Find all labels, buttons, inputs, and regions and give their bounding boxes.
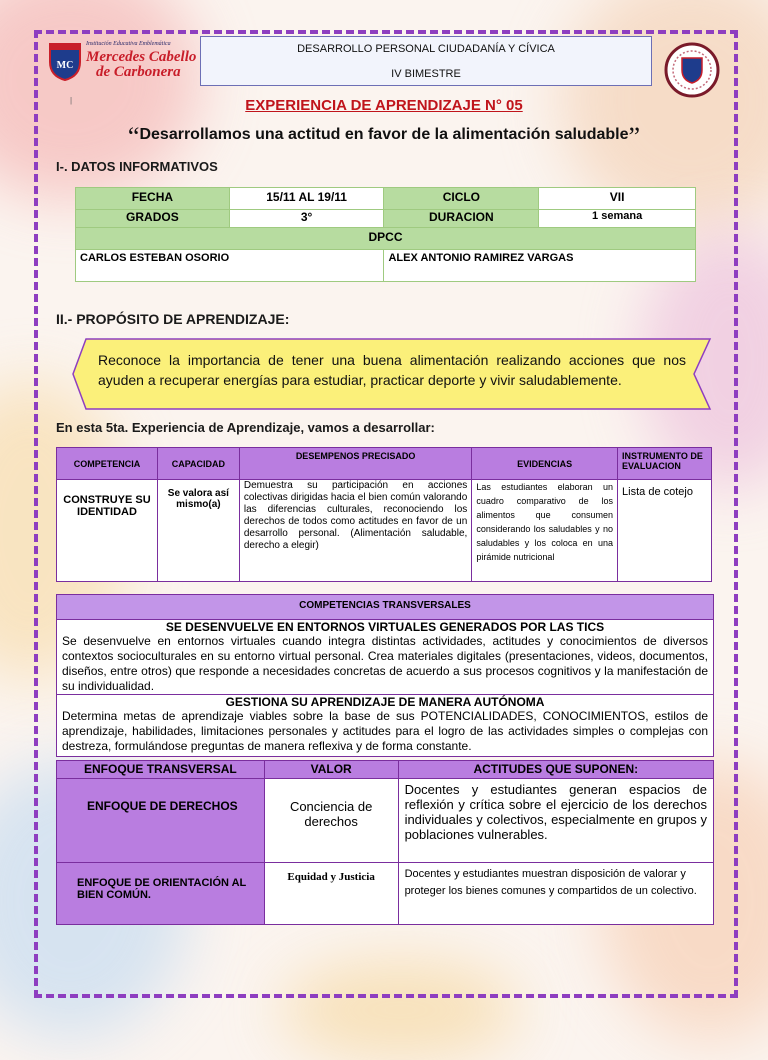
proposito-banner — [72, 338, 712, 410]
cell-evidencias: Las estudiantes elaboran un cuadro comparativo de los alimentos que consumen considerando los saludables y no saludables y los coloca en una pirámide nutricional — [472, 480, 618, 582]
cell-desempeno: Demuestra su participación en acciones colectivas dirigidas hacia el bien común valorando las diferencias culturales, reconociendo los derechos de todos como actitudes en favor de un desarrollo personal. (Alimentación saludable, derecho a elegir) — [239, 480, 471, 582]
col-header-instrumento: INSTRUMENTO DE EVALUACION — [618, 448, 712, 480]
info-area: DPCC — [76, 228, 696, 250]
cell-capacidad: Se valora así mismo(a) — [157, 480, 239, 582]
valor-derechos: Conciencia de derechos — [264, 779, 398, 863]
enfoques-table — [56, 760, 714, 925]
transversales-header: COMPETENCIAS TRANSVERSALES — [56, 594, 714, 620]
logo-line-1: Mercedes Cabello — [86, 49, 197, 65]
page-title: EXPERIENCIA DE APRENDIZAJE N° 05 — [245, 97, 523, 114]
logo-small-text: Institución Educativa Emblemática — [86, 41, 171, 47]
cell-competencia: CONSTRUYE SU IDENTIDAD — [57, 480, 158, 582]
enfoque-header-actitudes: ACTITUDES QUE SUPONEN: — [398, 761, 713, 779]
enfoque-bien-comun: ENFOQUE DE ORIENTACIÓN AL BIEN COMÚN. — [57, 863, 265, 925]
transversal-autonomo-text: Determina metas de aprendizaje viables sobre la base de sus POTENCIALIDADES, CONOCIMIENTOS, estilos de aprendizaje, habilidades, limitaciones personales y actitudes para el logro de las actividades simples o complejas con destreza, formulándose preguntas de manera reflexiva y de forma constante. — [62, 709, 708, 753]
info-value-grados: 3° — [229, 210, 384, 228]
info-teacher-1: CARLOS ESTEBAN OSORIO — [76, 250, 384, 282]
col-header-desempenos: DESEMPENOS PRECISADO — [239, 448, 471, 480]
transversal-autonomo-title: GESTIONA SU APRENDIZAJE DE MANERA AUTÓNOMA — [225, 695, 545, 709]
col-header-evidencias: EVIDENCIAS — [472, 448, 618, 480]
svg-text:MC: MC — [56, 60, 74, 71]
section-heading-proposito: II.- PROPÓSITO DE APRENDIZAJE: — [56, 311, 290, 327]
intro-text: En esta 5ta. Experiencia de Aprendizaje, vamos a desarrollar: — [56, 420, 435, 435]
subtitle-text: Desarrollamos una actitud en favor de la alimentación saludable — [139, 126, 629, 143]
info-value-duracion: 1 semana — [539, 210, 696, 228]
info-label-fecha: FECHA — [76, 188, 230, 210]
transversal-tic-text: Se desenvuelve en entornos virtuales cuando integra distintas actividades, actitudes y conocimientos de diversos contextos socioculturales en su entorno virtual personal. Crea materiales digitales (presentaciones, videos, documentos, diseños, entre otros) que responde a necesidades concretas de acuerdo a sus procesos cognitivos y la manifestación de su individualidad. — [62, 634, 708, 693]
valor-bien-comun: Equidad y Justicia — [264, 863, 398, 925]
info-value-fecha: 15/11 AL 19/11 — [229, 188, 384, 210]
info-table — [75, 187, 696, 282]
section-heading-datos: I-. DATOS INFORMATIVOS — [56, 159, 218, 174]
school-seal — [664, 42, 720, 98]
course-name: DESARROLLO PERSONAL CIUDADANÍA Y CÍVICA — [297, 43, 555, 55]
proposito-text: Reconoce la importancia de tener una buena alimentación realizando acciones que nos ayuden a recuperar energías para estudiar, practicar deporte y vivir saludablemente. — [98, 352, 686, 388]
actitud-bien-comun: Docentes y estudiantes muestran disposición de valorar y proteger los bienes comunes y compartidos de un colectivo. — [398, 863, 713, 925]
info-label-duracion: DURACION — [384, 210, 539, 228]
competencias-table — [56, 447, 712, 582]
info-value-ciclo: VII — [539, 188, 696, 210]
quote-open: “ — [127, 122, 140, 151]
col-header-competencia: COMPETENCIA — [57, 448, 158, 480]
quote-close: ” — [628, 122, 641, 151]
enfoque-header-valor: VALOR — [264, 761, 398, 779]
course-header — [200, 36, 652, 86]
enfoque-derechos: ENFOQUE DE DERECHOS — [57, 779, 265, 863]
transversales-block — [56, 594, 714, 757]
info-label-grados: GRADOS — [76, 210, 230, 228]
info-teacher-2: ALEX ANTONIO RAMIREZ VARGAS — [384, 250, 696, 282]
transversal-tic-title: SE DESENVUELVE EN ENTORNOS VIRTUALES GENERADOS POR LAS TICS — [165, 620, 605, 634]
transversal-autonomo — [56, 695, 714, 757]
marker-tick: | — [70, 96, 73, 105]
page-subtitle — [0, 122, 768, 152]
logo-line-2: de Carbonera — [96, 64, 181, 80]
cell-instrumento: Lista de cotejo — [618, 480, 712, 582]
transversal-tic — [56, 620, 714, 695]
info-label-ciclo: CICLO — [384, 188, 539, 210]
enfoque-header-transversal: ENFOQUE TRANSVERSAL — [57, 761, 265, 779]
bimester: IV BIMESTRE — [391, 68, 461, 80]
actitud-derechos: Docentes y estudiantes generan espacios de reflexión y crítica sobre el ejercicio de los derechos individuales y colectivos, especialmente en grupos y poblaciones vulnerables. — [398, 779, 713, 863]
school-logo — [46, 40, 197, 82]
col-header-capacidad: CAPACIDAD — [157, 448, 239, 480]
school-seal-icon — [664, 42, 720, 98]
